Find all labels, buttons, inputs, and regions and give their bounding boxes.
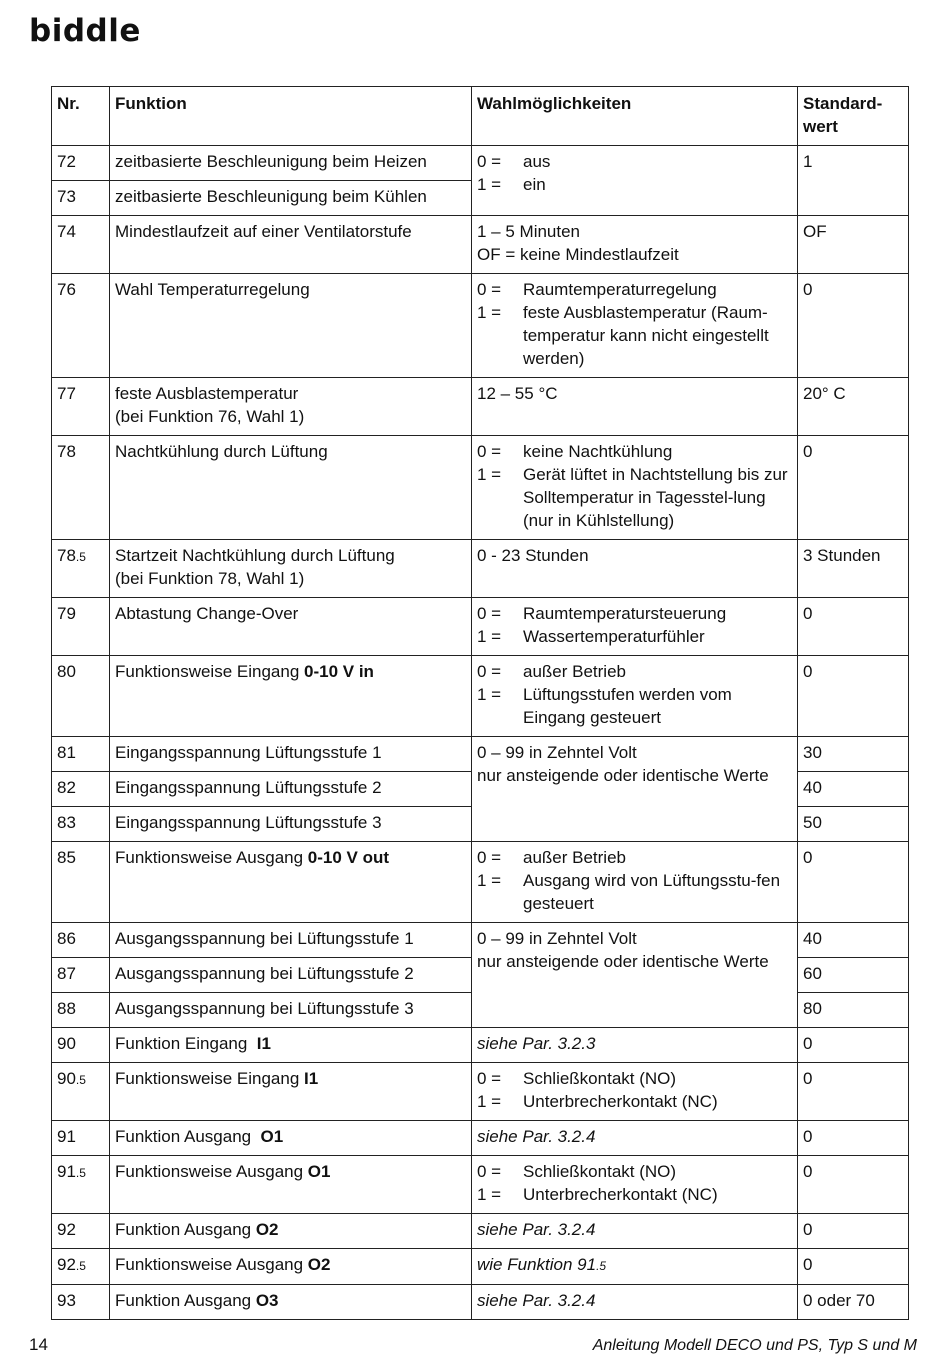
row-nr: 88 [52, 993, 110, 1028]
function-line: feste Ausblastemperatur [115, 384, 299, 403]
option-key: 0 = [477, 442, 502, 461]
row-nr-main: 91 [57, 1162, 76, 1181]
row-default: 0 [798, 1063, 909, 1121]
option-line [477, 625, 792, 648]
row-nr: 74 [52, 216, 110, 274]
row-default: 40 [798, 772, 909, 807]
option-key: 1 = [477, 465, 502, 484]
header-nr: Nr. [52, 87, 110, 146]
row-nr: 73 [52, 181, 110, 216]
header-wahlmoeglichkeiten: Wahlmöglichkeiten [472, 87, 798, 146]
option-value: Gerät lüftet in Nachtstellung bis zur Solltemperatur in Tagesstel-lung (nur in Kühlstellung) [523, 465, 788, 530]
option-value: außer Betrieb [523, 848, 626, 867]
option-value: Unterbrecherkontakt (NC) [523, 1092, 718, 1111]
table-row [52, 1028, 909, 1063]
function-text: Funktion Ausgang [115, 1291, 256, 1310]
row-default: 0 [798, 842, 909, 923]
header-funktion: Funktion [110, 87, 472, 146]
row-options [472, 923, 798, 1028]
reference-text [477, 1255, 606, 1274]
option-line [477, 173, 792, 196]
row-options [472, 656, 798, 737]
table-row [52, 216, 909, 274]
option-line: 0 – 99 in Zehntel Volt [477, 929, 637, 948]
table-header-row [52, 87, 909, 146]
row-nr-sub: .5 [75, 1166, 86, 1180]
option-value: keine Nachtkühlung [523, 442, 673, 461]
option-line [477, 463, 792, 532]
row-nr: 77 [52, 378, 110, 436]
row-nr [52, 1249, 110, 1285]
function-text: Funktionsweise Ausgang [115, 1255, 308, 1274]
row-default: 0 [798, 656, 909, 737]
table-row [52, 274, 909, 378]
option-line [477, 440, 792, 463]
row-default: 30 [798, 737, 909, 772]
row-default: 0 [798, 1249, 909, 1285]
option-value: Raumtemperaturregelung [523, 280, 717, 299]
row-function [110, 1156, 472, 1214]
table-row [52, 436, 909, 540]
row-nr: 80 [52, 656, 110, 737]
function-text: Funktionsweise Ausgang [115, 1162, 308, 1181]
row-function: Eingangsspannung Lüftungsstufe 1 [110, 737, 472, 772]
row-default: 0 [798, 1156, 909, 1214]
row-nr [52, 540, 110, 598]
row-options [472, 1156, 798, 1214]
row-options [472, 1121, 798, 1156]
reference-text: siehe Par. 3.2.3 [477, 1034, 596, 1053]
row-function: Ausgangsspannung bei Lüftungsstufe 3 [110, 993, 472, 1028]
row-default: 0 [798, 1121, 909, 1156]
option-value: Wassertemperaturfühler [523, 627, 705, 646]
row-default: 50 [798, 807, 909, 842]
row-nr: 86 [52, 923, 110, 958]
option-line [477, 1090, 792, 1113]
row-nr: 81 [52, 737, 110, 772]
table-row [52, 1249, 909, 1285]
row-function [110, 1028, 472, 1063]
option-line [477, 683, 792, 729]
row-function: Eingangsspannung Lüftungsstufe 2 [110, 772, 472, 807]
function-text: Funktionsweise Eingang [115, 1069, 305, 1088]
function-line: Startzeit Nachtkühlung durch Lüftung [115, 546, 395, 565]
row-nr: 87 [52, 958, 110, 993]
reference-sub: .5 [596, 1259, 607, 1273]
row-nr: 93 [52, 1285, 110, 1320]
option-line [477, 301, 792, 370]
option-line [477, 846, 792, 869]
option-line [477, 602, 792, 625]
table-row [52, 1156, 909, 1214]
table-row [52, 1121, 909, 1156]
row-nr: 76 [52, 274, 110, 378]
row-function: Wahl Temperaturregelung [110, 274, 472, 378]
row-default: 0 [798, 1028, 909, 1063]
row-nr: 82 [52, 772, 110, 807]
biddle-logo: biddle [29, 13, 141, 49]
option-line: OF = keine Mindestlaufzeit [477, 245, 679, 264]
function-text: Funktionsweise Eingang [115, 662, 305, 681]
header-std-line2: wert [803, 117, 838, 136]
row-function: Ausgangsspannung bei Lüftungsstufe 1 [110, 923, 472, 958]
parameter-table [51, 86, 909, 1320]
option-line [477, 1160, 792, 1183]
row-nr-sub: .5 [75, 1073, 86, 1087]
option-key: 0 = [477, 280, 502, 299]
option-key: 1 = [477, 175, 502, 194]
row-function: Eingangsspannung Lüftungsstufe 3 [110, 807, 472, 842]
row-nr: 91 [52, 1121, 110, 1156]
header-std-line1: Standard- [803, 94, 883, 113]
table-row [52, 1285, 909, 1320]
row-function [110, 1063, 472, 1121]
reference-text: siehe Par. 3.2.4 [477, 1127, 596, 1146]
row-nr-sub: .5 [75, 1259, 86, 1273]
row-options [472, 1028, 798, 1063]
table-row [52, 146, 909, 181]
function-signal: O1 [260, 1127, 284, 1146]
option-line: nur ansteigende oder identische Werte [477, 766, 769, 785]
table-row [52, 1063, 909, 1121]
table-row [52, 378, 909, 436]
row-nr: 85 [52, 842, 110, 923]
option-value: Ausgang wird von Lüftungsstu-fen gesteuert [523, 871, 781, 913]
row-nr-main: 92 [57, 1255, 76, 1274]
option-value: Schließkontakt (NO) [523, 1162, 677, 1181]
option-key: 1 = [477, 627, 502, 646]
function-signal: 0-10 V in [304, 662, 374, 681]
page-number: 14 [29, 1335, 48, 1354]
option-key: 0 = [477, 848, 502, 867]
table-row [52, 1214, 909, 1249]
row-function [110, 540, 472, 598]
function-signal: O2 [307, 1255, 331, 1274]
row-default: OF [798, 216, 909, 274]
table-row [52, 737, 909, 772]
row-nr-main: 90 [57, 1069, 76, 1088]
table-row [52, 842, 909, 923]
row-nr: 72 [52, 146, 110, 181]
document-title: Anleitung Modell DECO und PS, Typ S und M [592, 1337, 917, 1354]
row-options [472, 1063, 798, 1121]
row-default: 20° C [798, 378, 909, 436]
option-line: 0 – 99 in Zehntel Volt [477, 743, 637, 762]
function-text: Funktion Ausgang [115, 1220, 256, 1239]
option-line: 1 – 5 Minuten [477, 222, 581, 241]
option-key: 0 = [477, 1162, 502, 1181]
row-function [110, 1249, 472, 1285]
option-key: 0 = [477, 604, 502, 623]
header-standardwert [798, 87, 909, 146]
row-nr-main: 78 [57, 546, 76, 565]
row-nr: 83 [52, 807, 110, 842]
row-nr [52, 1156, 110, 1214]
row-nr-sub: .5 [75, 550, 86, 564]
row-options [472, 1214, 798, 1249]
row-nr: 78 [52, 436, 110, 540]
row-options [472, 274, 798, 378]
row-nr [52, 1063, 110, 1121]
option-key: 0 = [477, 1069, 502, 1088]
row-function [110, 842, 472, 923]
row-function: Mindestlaufzeit auf einer Ventilatorstufe [110, 216, 472, 274]
function-signal: I1 [256, 1034, 271, 1053]
row-default: 60 [798, 958, 909, 993]
option-key: 0 = [477, 662, 502, 681]
row-nr: 92 [52, 1214, 110, 1249]
function-signal: O1 [307, 1162, 331, 1181]
row-options [472, 216, 798, 274]
row-default: 0 [798, 1214, 909, 1249]
row-options [472, 1249, 798, 1285]
option-value: Schließkontakt (NO) [523, 1069, 677, 1088]
row-function [110, 656, 472, 737]
option-key: 1 = [477, 303, 502, 322]
row-function [110, 1214, 472, 1249]
option-line [477, 1067, 792, 1090]
function-line: (bei Funktion 76, Wahl 1) [115, 407, 305, 426]
function-text: Funktion Ausgang [115, 1127, 261, 1146]
option-value: Unterbrecherkontakt (NC) [523, 1185, 718, 1204]
function-signal: O2 [255, 1220, 279, 1239]
row-default: 80 [798, 993, 909, 1028]
row-default: 0 [798, 436, 909, 540]
row-function: Ausgangsspannung bei Lüftungsstufe 2 [110, 958, 472, 993]
option-value: ein [523, 175, 546, 194]
function-signal: I1 [304, 1069, 319, 1088]
table-row [52, 923, 909, 958]
function-line: (bei Funktion 78, Wahl 1) [115, 569, 305, 588]
row-default: 0 [798, 274, 909, 378]
table-row [52, 656, 909, 737]
row-nr: 90 [52, 1028, 110, 1063]
option-value: feste Ausblastemperatur (Raum-temperatur kann nicht eingestellt werden) [523, 303, 769, 368]
reference-text: siehe Par. 3.2.4 [477, 1220, 596, 1239]
function-text: Funktionsweise Ausgang [115, 848, 308, 867]
row-default: 0 oder 70 [798, 1285, 909, 1320]
option-line [477, 278, 792, 301]
row-default: 1 [798, 146, 909, 216]
option-key: 1 = [477, 871, 502, 890]
row-function: zeitbasierte Beschleunigung beim Heizen [110, 146, 472, 181]
row-options [472, 737, 798, 842]
option-line [477, 1183, 792, 1206]
function-text: Funktion Eingang [115, 1034, 257, 1053]
row-function [110, 1285, 472, 1320]
row-options [472, 1285, 798, 1320]
row-options [472, 842, 798, 923]
table-row [52, 540, 909, 598]
function-signal: 0-10 V out [307, 848, 390, 867]
table-row [52, 598, 909, 656]
row-function: Abtastung Change-Over [110, 598, 472, 656]
row-function: Nachtkühlung durch Lüftung [110, 436, 472, 540]
row-options [472, 598, 798, 656]
option-line: nur ansteigende oder identische Werte [477, 952, 769, 971]
row-options [472, 436, 798, 540]
option-value: aus [523, 152, 551, 171]
row-options: 0 - 23 Stunden [472, 540, 798, 598]
option-key: 1 = [477, 1092, 502, 1111]
reference-text: siehe Par. 3.2.4 [477, 1291, 596, 1310]
row-default: 3 Stunden [798, 540, 909, 598]
option-key: 1 = [477, 685, 502, 704]
row-function [110, 378, 472, 436]
option-value: Lüftungsstufen werden vom Eingang gesteuert [523, 685, 732, 727]
row-function: zeitbasierte Beschleunigung beim Kühlen [110, 181, 472, 216]
row-function [110, 1121, 472, 1156]
row-options: 12 – 55 °C [472, 378, 798, 436]
row-nr: 79 [52, 598, 110, 656]
option-value: Raumtemperatursteuerung [523, 604, 727, 623]
reference-main: wie Funktion 91 [477, 1255, 597, 1274]
row-default: 0 [798, 598, 909, 656]
option-line [477, 150, 792, 173]
option-key: 1 = [477, 1185, 502, 1204]
row-options [472, 146, 798, 216]
option-key: 0 = [477, 152, 502, 171]
option-value: außer Betrieb [523, 662, 626, 681]
row-default: 40 [798, 923, 909, 958]
option-line [477, 660, 792, 683]
function-signal: O3 [255, 1291, 279, 1310]
option-line [477, 869, 792, 915]
